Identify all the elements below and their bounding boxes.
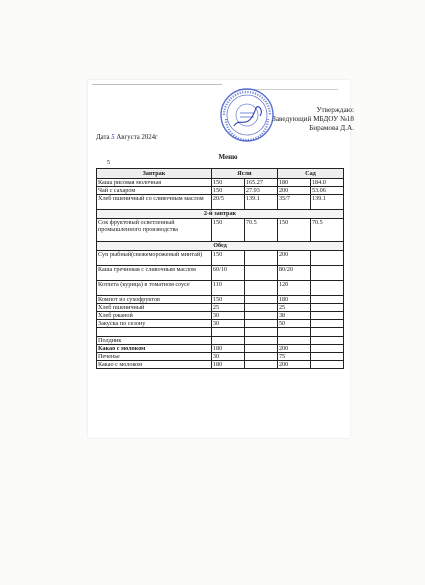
garden-portion: 50: [277, 320, 310, 328]
table-row: [97, 179, 344, 187]
menu-table: [96, 168, 344, 369]
approval-block: [224, 106, 354, 133]
garden-kcal: 70.5: [310, 219, 343, 242]
header-garden: Сад: [277, 169, 343, 179]
garden-kcal: [310, 353, 343, 361]
dish-name: Компот из сухофруктов: [97, 296, 212, 304]
garden-kcal: 139.1: [310, 195, 343, 210]
nursery-portion: 150: [211, 179, 244, 187]
section-label: 2-й завтрак: [97, 210, 344, 219]
garden-portion: 200: [277, 251, 310, 266]
table-row: [97, 353, 344, 361]
nursery-kcal: [244, 361, 277, 369]
garden-kcal: [310, 361, 343, 369]
table-row: [97, 251, 344, 266]
section-row: [97, 242, 344, 251]
garden-kcal: [310, 304, 343, 312]
table-row: [97, 187, 344, 195]
garden-portion: 25: [277, 304, 310, 312]
table-row: [97, 345, 344, 353]
dish-name: [97, 328, 212, 337]
nursery-portion: 30: [211, 353, 244, 361]
dish-name: Какао с молоком: [97, 361, 212, 369]
tick-mark: 5: [107, 160, 110, 166]
nursery-kcal: [244, 337, 277, 345]
garden-kcal: [310, 296, 343, 304]
dish-name: Закуска по сезону: [97, 320, 212, 328]
nursery-portion: 20/5: [211, 195, 244, 210]
nursery-kcal: [244, 296, 277, 304]
menu-title: Меню: [218, 153, 238, 161]
garden-kcal: [310, 251, 343, 266]
garden-portion: 180: [277, 179, 310, 187]
table-header-row: [97, 169, 344, 179]
garden-kcal: [310, 345, 343, 353]
date-suffix: Августа 2024г: [116, 134, 158, 141]
dish-name: Суп рыбный(свежемороженый минтай): [97, 251, 212, 266]
garden-portion: 80/20: [277, 266, 310, 281]
dish-name: Хлеб пшеничный: [97, 304, 212, 312]
garden-kcal: [310, 337, 343, 345]
garden-kcal: 184.0: [310, 179, 343, 187]
nursery-portion: [211, 328, 244, 337]
nursery-portion: 30: [211, 320, 244, 328]
dish-name: Котлета (курица) в томатном соусе: [97, 281, 212, 296]
table-row: [97, 304, 344, 312]
garden-portion: 35/7: [277, 195, 310, 210]
nursery-portion: 60/10: [211, 266, 244, 281]
dish-name: Хлеб ржаной: [97, 312, 212, 320]
nursery-kcal: [244, 353, 277, 361]
approval-position: Заведующий МБДОУ №18: [272, 115, 354, 123]
nursery-kcal: [244, 281, 277, 296]
nursery-kcal: [244, 266, 277, 281]
garden-portion: 180: [277, 296, 310, 304]
date-day: 5: [111, 134, 115, 141]
garden-portion: 200: [277, 361, 310, 369]
dish-name: Каша рисовая молочная: [97, 179, 212, 187]
nursery-kcal: [244, 320, 277, 328]
garden-portion: 38: [277, 312, 310, 320]
garden-kcal: [310, 281, 343, 296]
nursery-kcal: [244, 328, 277, 337]
table-row: [97, 320, 344, 328]
nursery-kcal: [244, 251, 277, 266]
dish-name: Чай с сахаром: [97, 187, 212, 195]
nursery-kcal: [244, 345, 277, 353]
dish-name: Сок фруктовый осветленный промышленного производства: [97, 219, 212, 242]
dish-name: Печенье: [97, 353, 212, 361]
header-meal: Завтрак: [97, 169, 212, 179]
table-row: [97, 296, 344, 304]
nursery-portion: 110: [211, 281, 244, 296]
garden-portion: 150: [277, 219, 310, 242]
table-row: [97, 312, 344, 320]
nursery-portion: 150: [211, 187, 244, 195]
garden-portion: 200: [277, 187, 310, 195]
section-row: [97, 210, 344, 219]
nursery-kcal: 27.93: [244, 187, 277, 195]
table-row: [97, 195, 344, 210]
nursery-kcal: [244, 304, 277, 312]
nursery-portion: 180: [211, 361, 244, 369]
garden-portion: 75: [277, 353, 310, 361]
dish-name: Хлеб пшеничный со сливочным маслом: [97, 195, 212, 210]
table-row: [97, 328, 344, 337]
scan-artifact-line: [92, 84, 222, 85]
nursery-kcal: [244, 312, 277, 320]
document-date: [96, 134, 158, 141]
table-row: [97, 337, 344, 345]
dish-name: Полдник: [97, 337, 212, 345]
approval-title: Утверждаю:: [316, 106, 354, 114]
nursery-kcal: 70.5: [244, 219, 277, 242]
nursery-portion: 25: [211, 304, 244, 312]
date-prefix: Дата: [96, 134, 110, 141]
garden-kcal: 53.06: [310, 187, 343, 195]
garden-kcal: [310, 312, 343, 320]
nursery-portion: [211, 337, 244, 345]
table-row: [97, 361, 344, 369]
nursery-portion: 150: [211, 219, 244, 242]
header-nursery: Ясли: [211, 169, 277, 179]
table-row: [97, 266, 344, 281]
nursery-portion: 180: [211, 345, 244, 353]
nursery-portion: 150: [211, 251, 244, 266]
table-row: [97, 219, 344, 242]
garden-portion: 200: [277, 345, 310, 353]
garden-kcal: [310, 320, 343, 328]
garden-portion: [277, 328, 310, 337]
dish-name: Каша гречневая с сливочным маслом: [97, 266, 212, 281]
nursery-kcal: 165.27: [244, 179, 277, 187]
nursery-portion: 150: [211, 296, 244, 304]
garden-kcal: [310, 328, 343, 337]
nursery-kcal: 139.1: [244, 195, 277, 210]
approval-name: Бирамова Д.А.: [309, 124, 354, 132]
table-row: [97, 281, 344, 296]
dish-name: Какао с молоком: [97, 345, 212, 353]
garden-kcal: [310, 266, 343, 281]
section-label: Обед: [97, 242, 344, 251]
garden-portion: [277, 337, 310, 345]
garden-portion: 120: [277, 281, 310, 296]
nursery-portion: 30: [211, 312, 244, 320]
